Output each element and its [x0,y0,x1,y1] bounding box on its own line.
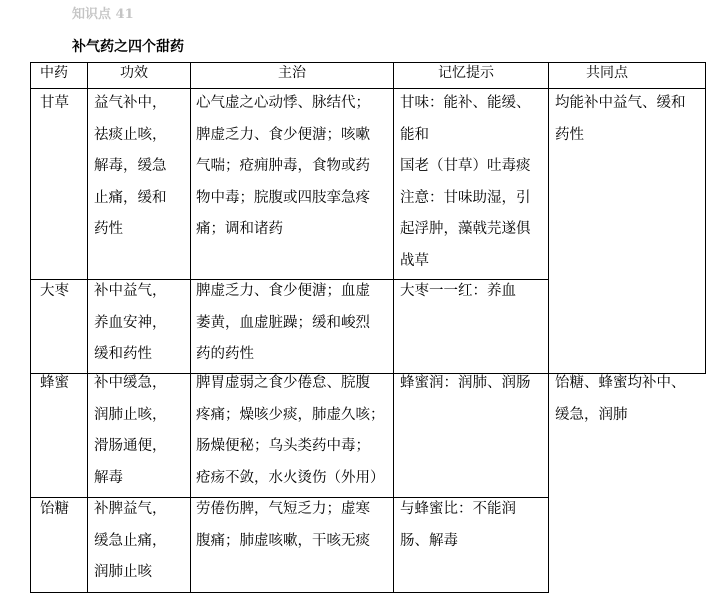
herb-effect: 补中益气， 养血安神， 缓和药性 [94,283,167,362]
herb-effect: 益气补中， 祛痰止咳， 解毒，缓急 止痛，缓和 药性 [94,95,167,237]
common-point: 均能补中益气、缓和 药性 [555,95,686,143]
herb-indication: 心气虚之心动悸、脉结代； 脾虚乏力、食少便溏；咳嗽 气喘；疮痈肿毒，食物或药 物中毒；脘腹或四肢挛急疼 痛；调和诸药 [196,95,370,237]
table-rule-col3 [393,62,394,593]
common-point: 饴糖、蜂蜜均补中、 缓急，润肺 [555,375,686,423]
table-rule-col1 [87,62,88,593]
table-rule-left [30,62,31,593]
header-common: 共同点 [586,65,628,81]
header-indication: 主治 [278,65,306,81]
header-herb: 中药 [40,65,68,81]
herb-indication: 脾虚乏力、食少便溏；血虚 萎黄，血虚脏躁；缓和峻烈 药的药性 [196,283,370,362]
header-effect: 功效 [120,65,148,81]
table-rule-col4 [548,62,549,593]
page-title: 补气药之四个甜药 [72,39,184,55]
herb-name: 大枣 [40,283,69,299]
herb-memory-tip: 大枣一一红：养血 [400,283,516,299]
herb-memory-tip: 蜂蜜润：润肺、润肠 [400,375,531,391]
herb-name: 甘草 [40,95,69,111]
table-rule-col2 [190,62,191,593]
herb-effect: 补中缓急， 润肺止咳， 滑肠通便， 解毒 [94,375,167,486]
header-memory: 记忆提示 [438,65,494,81]
herb-indication: 劳倦伤脾，气短乏力；虚寒 腹痛；肺虚咳嗽，干咳无痰 [196,501,370,549]
herb-name: 蜂蜜 [40,375,69,391]
section-label: 知识点 41 [72,7,134,22]
table-rule-bottom [30,592,548,593]
herb-effect: 补脾益气， 缓急止痛， 润肺止咳 [94,501,167,580]
herb-memory-tip: 甘味：能补、能缓、 能和 国老（甘草）吐毒痰 注意：甘味助湿，引 起浮肿，藻戟芫遂俱 战草 [400,95,531,269]
herb-indication: 脾胃虚弱之食少倦怠、脘腹 疼痛；燥咳少痰，肺虚久咳； 肠燥便秘；乌头类药中毒； 疮疡不敛，水火烫伤（外用） [196,375,385,486]
herb-memory-tip: 与蜂蜜比：不能润 肠、解毒 [400,501,516,549]
table-rule-right [705,62,706,374]
table-rule-top [30,62,705,63]
herb-name: 饴糖 [40,501,69,517]
